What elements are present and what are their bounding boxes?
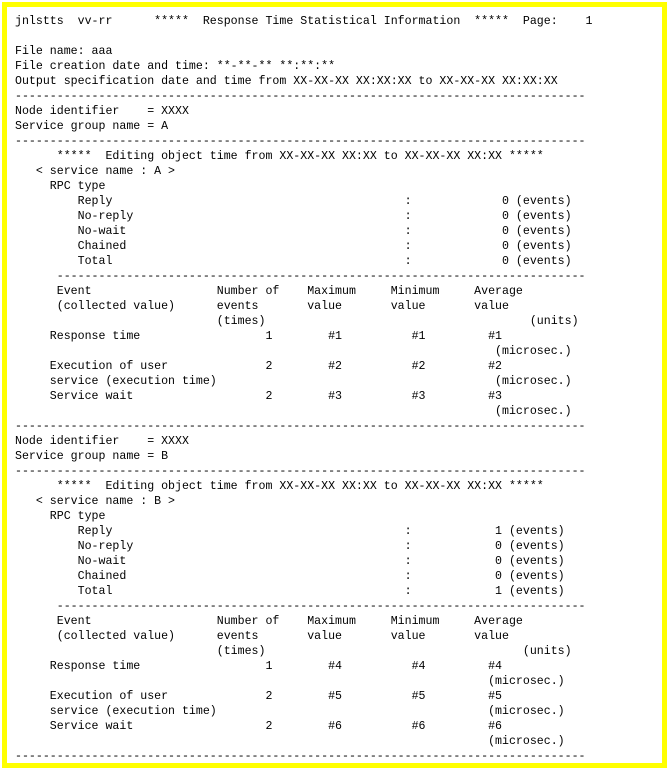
report-line: Event Number of Maximum Minimum Average [15,285,523,298]
report-line: ***** Editing object time from XX-XX-XX XX:XX to XX-XX-XX XX:XX ***** [15,480,544,493]
report-line: service (execution time) (microsec.) [15,375,572,388]
report-line: (times) (units) [15,315,579,328]
report-line: Execution of user 2 #2 #2 #2 [15,360,503,373]
report-line: Node identifier = XXXX [15,435,189,448]
report-line: No-wait : 0 (events) [15,555,565,568]
report-line: < service name : B > [15,495,176,508]
report-line: ---------------------------------------------------------------------------------- [15,135,586,148]
report-line: Chained : 0 (events) [15,240,572,253]
report-line: Reply : 1 (events) [15,525,565,538]
report-line: (collected value) events value value value [15,300,509,313]
report-line: Service group name = A [15,120,169,133]
report-line: Total : 0 (events) [15,255,572,268]
report-line: (microsec.) [15,405,572,418]
report-line: (microsec.) [15,735,565,748]
report-line: RPC type [15,510,106,523]
report-line: (microsec.) [15,345,572,358]
report-line: (collected value) events value value value [15,630,509,643]
report-line: Service wait 2 #6 #6 #6 [15,720,503,733]
report-line: < service name : A > [15,165,176,178]
report-line: File name: aaa [15,45,113,58]
report-line: service (execution time) (microsec.) [15,705,565,718]
report-line: No-wait : 0 (events) [15,225,572,238]
report-line: File creation date and time: **-**-** **:**:** [15,60,336,73]
report-line: Reply : 0 (events) [15,195,572,208]
report-line: ---------------------------------------------------------------------------------- [15,420,586,433]
report-line: Service wait 2 #3 #3 #3 [15,390,503,403]
report-line: ***** Editing object time from XX-XX-XX XX:XX to XX-XX-XX XX:XX ***** [15,150,544,163]
report-line: ---------------------------------------------------------------------------------- [15,90,586,103]
report-line: No-reply : 0 (events) [15,540,565,553]
report-line: ---------------------------------------------------------------------------- [15,600,586,613]
report-line: Output specification date and time from XX-XX-XX XX:XX:XX to XX-XX-XX XX:XX:XX [15,75,558,88]
report-line: Chained : 0 (events) [15,570,565,583]
statistics-report [15,14,665,764]
report-line: Total : 1 (events) [15,585,565,598]
report-line: Response time 1 #4 #4 #4 [15,660,503,673]
report-line: Response time 1 #1 #1 #1 [15,330,503,343]
report-line: ---------------------------------------------------------------------------- [15,270,586,283]
report-line: Service group name = B [15,450,169,463]
report-line: jnlstts vv-rr ***** Response Time Statistical Information ***** Page: 1 [15,15,593,28]
report-line [15,29,665,44]
report-line: (microsec.) [15,675,565,688]
report-line: No-reply : 0 (events) [15,210,572,223]
report-line: ---------------------------------------------------------------------------------- [15,750,586,763]
report-line: RPC type [15,180,106,193]
report-line: Execution of user 2 #5 #5 #5 [15,690,503,703]
report-line: (times) (units) [15,645,572,658]
report-line: Node identifier = XXXX [15,105,189,118]
report-line: Event Number of Maximum Minimum Average [15,615,523,628]
report-line: ---------------------------------------------------------------------------------- [15,465,586,478]
